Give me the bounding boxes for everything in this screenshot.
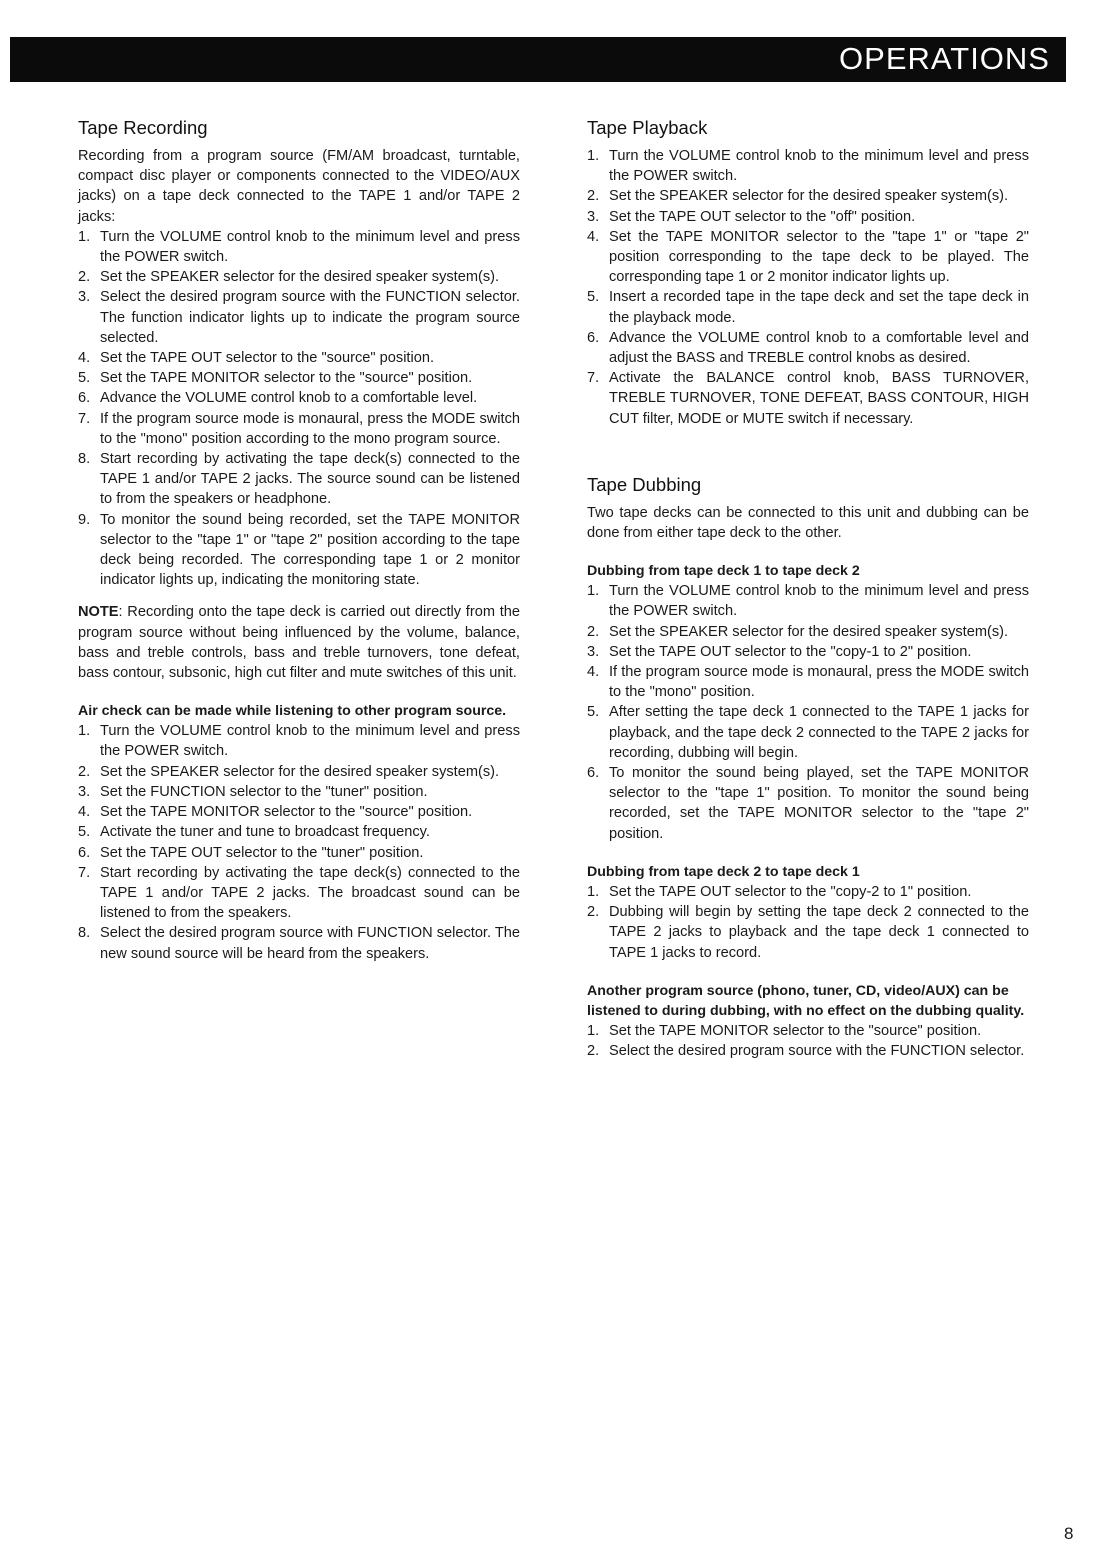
- list-item: [78, 843, 520, 863]
- step-text: If the program source mode is monaural, press the MODE switch to the "mono" position according to the mono program source.: [100, 410, 520, 447]
- step-text: Start recording by activating the tape deck(s) connected to the TAPE 1 and/or TAPE 2 jacks. The broadcast sound can be listened to from the speakers.: [100, 864, 520, 922]
- step-text: Advance the VOLUME control knob to a comfortable level.: [100, 390, 478, 407]
- header-bar: [10, 37, 1066, 82]
- tape-dubbing-intro: Two tape decks can be connected to this unit and dubbing can be done from either tape deck to the other.: [587, 504, 1029, 542]
- step-text: To monitor the sound being played, set the TAPE MONITOR selector to the "tape 1" position. To monitor the sound being recorded, set the TAPE MONITOR selector to the "tape 2" position.: [609, 765, 1029, 842]
- step-number: 2.: [587, 904, 600, 921]
- step-text: Turn the VOLUME control knob to the minimum level and press the POWER switch.: [609, 583, 1029, 620]
- list-item: [587, 328, 1029, 368]
- section-title: OPERATIONS: [839, 41, 1050, 76]
- step-text: Select the desired program source with FUNCTION selector. The new sound source will be heard from the speakers.: [100, 925, 520, 962]
- list-item: [78, 449, 520, 510]
- list-item: [587, 227, 1029, 288]
- step-number: 1.: [78, 723, 91, 740]
- step-number: 6.: [587, 765, 600, 782]
- step-number: 6.: [587, 329, 600, 346]
- recording-note: [78, 602, 520, 683]
- step-number: 1.: [587, 148, 600, 164]
- list-item: [587, 882, 1029, 902]
- step-text: Set the TAPE OUT selector to the "off" position.: [609, 208, 916, 225]
- list-item: [587, 581, 1029, 621]
- list-item: [587, 368, 1029, 429]
- list-item: [587, 207, 1029, 227]
- tape-recording-steps: [78, 227, 520, 591]
- step-text: Set the TAPE MONITOR selector to the "tape 1" or "tape 2" position corresponding to the tape deck to be played. The corresponding tape 1 or 2 monitor indicator lights up.: [609, 228, 1029, 286]
- step-number: 1.: [78, 228, 91, 245]
- step-number: 2.: [587, 623, 600, 640]
- step-text: Advance the VOLUME control knob to a comfortable level and adjust the BASS and TREBLE control knobs as desired.: [609, 329, 1029, 367]
- step-number: 1.: [587, 583, 600, 600]
- step-number: 4.: [78, 804, 91, 821]
- list-item: [78, 782, 520, 802]
- page-number: 8: [1064, 1524, 1074, 1543]
- step-number: 3.: [587, 643, 600, 660]
- dubbing-2-to-1-steps: [587, 882, 1029, 963]
- list-item: [78, 348, 520, 368]
- note-text: : Recording onto the tape deck is carried out directly from the program source without being influenced by the volume, balance, bass and treble controls, bass and treble turnovers, tone defeat, bass contour, subsonic, high cut filter and mute switches of this unit.: [78, 604, 520, 682]
- list-item: [78, 510, 520, 591]
- list-item: [78, 923, 520, 963]
- step-text: Set the TAPE MONITOR selector to the "source" position.: [609, 1022, 982, 1039]
- other-source-steps: [587, 1021, 1029, 1061]
- list-item: [78, 721, 520, 761]
- right-column: [587, 116, 1029, 1061]
- step-number: 6.: [78, 390, 91, 407]
- list-item: [78, 822, 520, 842]
- step-text: Dubbing will begin by setting the tape deck 2 connected to the TAPE 2 jacks to playback and the tape deck 1 connected to TAPE 1 jacks to record.: [609, 904, 1029, 961]
- list-item: [78, 368, 520, 388]
- tape-recording-heading: Tape Recording: [78, 117, 208, 138]
- tape-dubbing-heading: Tape Dubbing: [587, 473, 702, 495]
- step-number: 1.: [587, 1022, 600, 1039]
- step-text: Set the TAPE OUT selector to the "copy-2 to 1" position.: [609, 883, 972, 900]
- step-number: 3.: [78, 289, 91, 306]
- air-check-heading: Air check can be made while listening to other program source.: [78, 703, 507, 720]
- step-text: Set the SPEAKER selector for the desired speaker system(s).: [609, 188, 1009, 205]
- step-number: 9.: [78, 511, 91, 528]
- step-text: Set the SPEAKER selector for the desired speaker system(s).: [609, 623, 1009, 640]
- step-text: Set the TAPE OUT selector to the "tuner" position.: [100, 844, 424, 861]
- step-number: 3.: [587, 208, 600, 225]
- step-number: 4.: [587, 664, 600, 681]
- step-text: Start recording by activating the tape deck(s) connected to the TAPE 1 and/or TAPE 2 jacks. The source sound can be listened to from the speakers or headphone.: [100, 451, 520, 508]
- step-number: 5.: [587, 289, 600, 306]
- step-number: 4.: [587, 228, 600, 245]
- step-text: Set the TAPE MONITOR selector to the "source" position.: [100, 370, 473, 387]
- list-item: [587, 622, 1029, 642]
- step-number: 3.: [78, 783, 91, 800]
- list-item: [587, 902, 1029, 963]
- step-text: Select the desired program source with the FUNCTION selector.: [609, 1042, 1025, 1059]
- dubbing-1-to-2-steps: [587, 581, 1029, 844]
- list-item: [587, 287, 1029, 327]
- tape-playback-steps: [587, 146, 1029, 429]
- step-number: 2.: [587, 1042, 600, 1059]
- step-number: 5.: [78, 370, 91, 387]
- step-number: 2.: [78, 269, 91, 286]
- step-text: After setting the tape deck 1 connected to the TAPE 1 jacks for playback, and the tape deck 2 connected to the TAPE 2 jacks for recording, dubbing will begin.: [609, 704, 1029, 761]
- step-text: Turn the VOLUME control knob to the minimum level and press the POWER switch.: [100, 228, 520, 266]
- step-text: Turn the VOLUME control knob to the minimum level and press the POWER switch.: [100, 723, 520, 760]
- step-text: Set the SPEAKER selector for the desired speaker system(s).: [100, 763, 500, 780]
- step-number: 1.: [587, 883, 600, 900]
- step-text: Set the TAPE OUT selector to the "source" position.: [100, 350, 435, 367]
- tape-playback-heading: Tape Playback: [587, 117, 708, 138]
- step-number: 5.: [78, 824, 91, 841]
- list-item: [587, 186, 1029, 206]
- step-text: Set the TAPE MONITOR selector to the "source" position.: [100, 804, 473, 821]
- step-text: Set the TAPE OUT selector to the "copy-1 to 2" position.: [609, 643, 972, 660]
- list-item: [78, 388, 520, 408]
- dubbing-1-to-2-heading: Dubbing from tape deck 1 to tape deck 2: [587, 563, 860, 580]
- list-item: [587, 763, 1029, 844]
- list-item: [587, 1041, 1029, 1061]
- dubbing-2-to-1-heading: Dubbing from tape deck 2 to tape deck 1: [587, 863, 860, 880]
- list-item: [78, 267, 520, 287]
- other-source-heading: Another program source (phono, tuner, CD, video/AUX) can be listened to during dubbing, with no effect on the dubbing quality.: [587, 982, 1025, 1019]
- step-number: 7.: [78, 864, 91, 881]
- step-text: Select the desired program source with the FUNCTION selector. The function indicator lights up to indicate the program source selected.: [100, 289, 520, 346]
- air-check-steps: [78, 721, 520, 963]
- step-number: 6.: [78, 844, 91, 861]
- step-number: 8.: [78, 925, 91, 942]
- step-text: Activate the BALANCE control knob, BASS TURNOVER, TREBLE TURNOVER, TONE DEFEAT, BASS CONTOUR, HIGH CUT filter, MODE or MUTE switch if necessary.: [609, 370, 1029, 427]
- note-label: NOTE: [78, 604, 119, 621]
- list-item: [78, 802, 520, 822]
- list-item: [78, 863, 520, 924]
- step-number: 7.: [78, 410, 91, 427]
- step-text: Set the FUNCTION selector to the "tuner" position.: [100, 783, 428, 800]
- step-number: 2.: [587, 188, 600, 205]
- list-item: [78, 227, 520, 267]
- step-number: 4.: [78, 350, 91, 367]
- step-text: Set the SPEAKER selector for the desired speaker system(s).: [100, 269, 500, 286]
- step-text: If the program source mode is monaural, press the MODE switch to the "mono" position.: [609, 664, 1029, 701]
- step-number: 2.: [78, 763, 91, 780]
- list-item: [587, 662, 1029, 702]
- step-number: 7.: [587, 370, 600, 387]
- left-column: [78, 116, 520, 964]
- step-number: 5.: [587, 704, 600, 721]
- list-item: [587, 642, 1029, 662]
- list-item: [587, 146, 1029, 186]
- list-item: [78, 762, 520, 782]
- step-text: Activate the tuner and tune to broadcast frequency.: [100, 824, 430, 841]
- tape-recording-intro: Recording from a program source (FM/AM broadcast, turntable, compact disc player or components connected to the VIDEO/AUX jacks) on a tape deck connected to the TAPE 1 and/or TAPE 2 jacks:: [78, 148, 520, 225]
- step-text: To monitor the sound being recorded, set the TAPE MONITOR selector to the "tape 1" or "tape 2" position according to the tape deck being recorded. The corresponding tape 1 or 2 monitor indicator lights up, indicating the monitoring state.: [100, 511, 520, 589]
- list-item: [587, 1021, 1029, 1041]
- list-item: [78, 287, 520, 348]
- list-item: [78, 409, 520, 449]
- list-item: [587, 702, 1029, 763]
- step-number: 8.: [78, 451, 91, 468]
- step-text: Insert a recorded tape in the tape deck and set the tape deck in the playback mode.: [609, 289, 1029, 326]
- step-text: Turn the VOLUME control knob to the minimum level and press the POWER switch.: [609, 148, 1029, 185]
